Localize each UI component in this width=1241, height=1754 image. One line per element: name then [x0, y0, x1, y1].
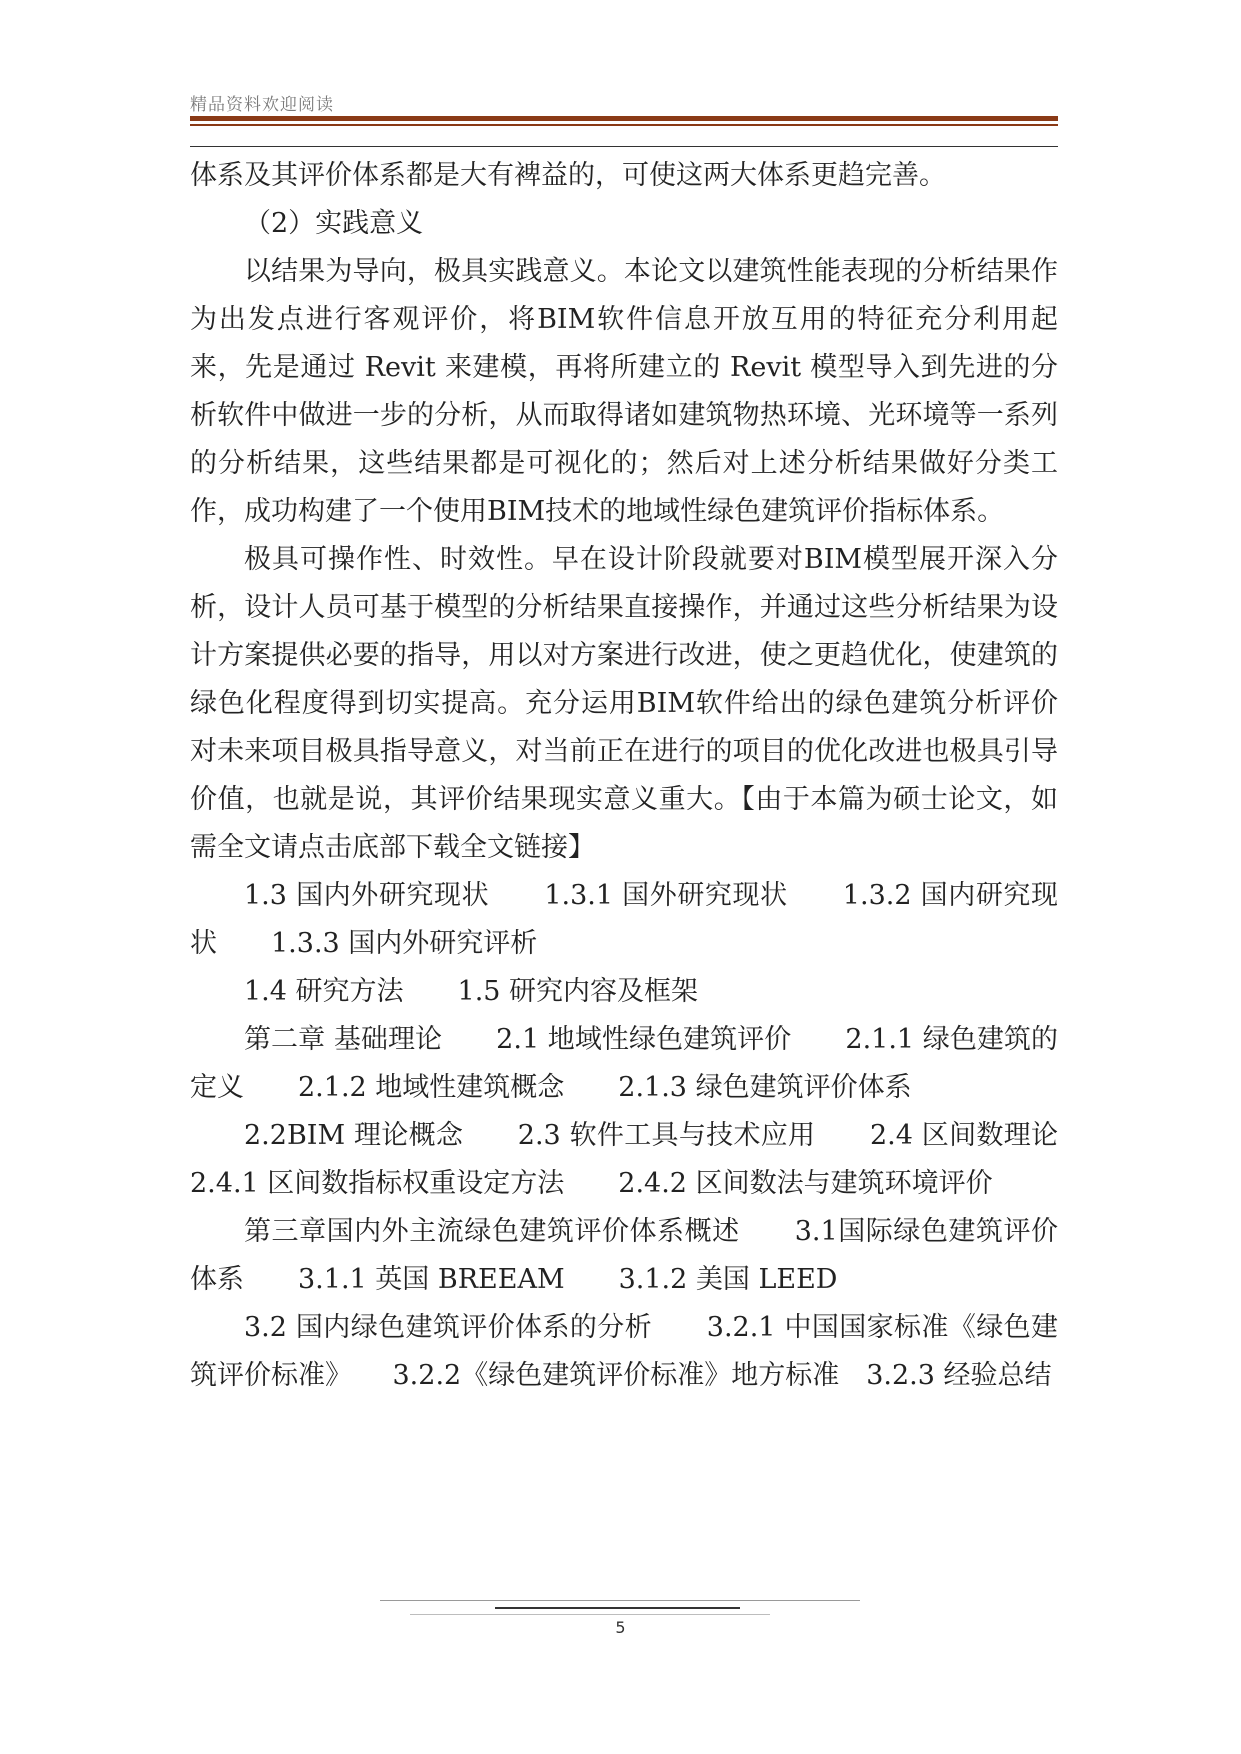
section-heading-practical-significance: （2）实践意义 — [244, 208, 424, 239]
header-rule-thick — [190, 116, 1058, 121]
paragraph-continuation: 体系及其评价体系都是大有裨益的，可使这两大体系更趋完善。 — [190, 160, 946, 191]
toc-line-2-2: 2.2BIM 理论概念 2.3 软件工具与技术应用 2.4 区间数理论 2.4.1 区间数指标权重设定方法 2.4.2 区间数法与建筑环境评价 — [190, 1120, 1112, 1199]
header-rule-dark — [190, 146, 1058, 147]
toc-line-1-3: 1.3 国内外研究现状 1.3.1 国外研究现状 1.3.2 国内研究现状 1.3.3 国内外研究评析 — [190, 880, 1058, 959]
paragraph-results-oriented: 以结果为导向，极具实践意义。本论文以建筑性能表现的分析结果作为出发点进行客观评价，将BIM软件信息开放互用的特征充分利用起来，先是通过 Revit 来建模，再将所建立的 Revit 模型导入到先进的分析软件中做进一步的分析，从而取得诸如建筑物热环境、光环境等一系列的分析结果，这些结果都是可视化的；然后对上述分析结果做好分类工作，成功构建了一个使用BIM技术的地域性绿色建筑评价指标体系。 — [190, 256, 1058, 527]
footer-rule-middle — [495, 1607, 740, 1609]
running-header: 精品资料欢迎阅读 — [190, 95, 334, 115]
toc-line-chapter-2: 第二章 基础理论 2.1 地域性绿色建筑评价 2.1.1 绿色建筑的定义 2.1.2 地域性建筑概念 2.1.3 绿色建筑评价体系 — [190, 1024, 1058, 1103]
paragraph-operability: 极具可操作性、时效性。早在设计阶段就要对BIM模型展开深入分析，设计人员可基于模型的分析结果直接操作，并通过这些分析结果为设计方案提供必要的指导，用以对方案进行改进，使之更趋优化，使建筑的绿色化程度得到切实提高。充分运用BIM软件给出的绿色建筑分析评价对未来项目极具指导意义，对当前正在进行的项目的优化改进也极具引导价值，也就是说，其评价结果现实意义重大。【由于本篇为硕士论文，如需全文请点击底部下载全文链接】 — [190, 544, 1058, 863]
page-number: 5 — [615, 1618, 626, 1637]
toc-line-chapter-3: 第三章国内外主流绿色建筑评价体系概述 3.1国际绿色建筑评价体系 3.1.1 英国 BREEAM 3.1.2 美国 LEED — [190, 1216, 1058, 1295]
toc-line-3-2: 3.2 国内绿色建筑评价体系的分析 3.2.1 中国国家标准《绿色建筑评价标准》 3.2.2《绿色建筑评价标准》地方标准 3.2.3 经验总结 — [190, 1312, 1058, 1391]
toc-line-1-4: 1.4 研究方法 1.5 研究内容及框架 — [244, 976, 699, 1007]
header-rule-thin — [190, 124, 1058, 126]
body-text — [190, 152, 1112, 1400]
footer-rule-top — [380, 1600, 860, 1601]
footer-rule-bottom — [410, 1614, 770, 1615]
